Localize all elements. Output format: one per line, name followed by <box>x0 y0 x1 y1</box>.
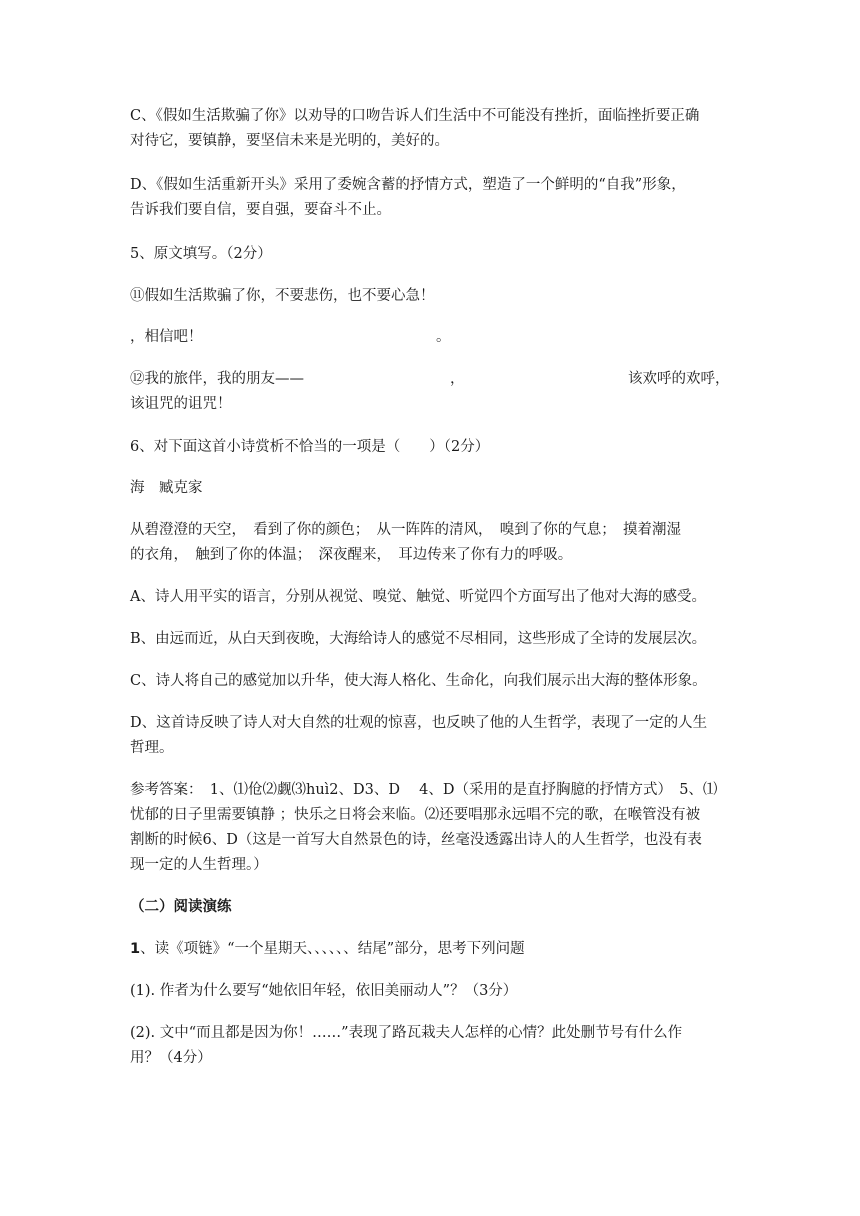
fill-blank-1-continued: ，相信吧！ <box>130 329 203 345</box>
sub-question-1: (1). 作者为什么要写“她依旧年轻，依旧美丽动人”？（3分） <box>130 983 518 999</box>
poem-line-2: 的衣角， 触到了你的体温； 深夜醒来， 耳边传来了你有力的呼吸。 <box>130 547 573 563</box>
section-heading: （二）阅读演练 <box>130 899 232 915</box>
fill-blank-1: ⑪假如生活欺骗了你，不要悲伤，也不要心急！ <box>130 288 435 304</box>
answer-line-2: 忧郁的日子里需要镇静 ；快乐之日将会来临。⑵还要唱那永远唱不完的歌，在喉管没有被 <box>130 807 701 823</box>
reading-question-number: 1 <box>130 941 141 957</box>
reading-question-text: 、读《项链》“一个星期天、、、、、、结尾”部分，思考下列问题 <box>140 941 525 957</box>
question-6: 6、对下面这首小诗赏析不恰当的一项是（ ）（2分） <box>130 439 490 455</box>
option-d-line-2: 哲理。 <box>130 740 174 756</box>
option-d-line-1: D、这首诗反映了诗人对大自然的壮观的惊喜，也反映了他的人生哲学，表现了一定的人生 <box>130 715 708 731</box>
poem-line-1: 从碧澄澄的天空， 看到了你的颜色； 从一阵阵的清风， 嗅到了你的气息； 摸着潮湿 <box>130 522 681 538</box>
fill-blank-2-right: 该欢呼的欢呼， <box>628 371 730 387</box>
fill-blank-2-continued: 该诅咒的诅咒！ <box>130 396 232 412</box>
question-5: 5、原文填写。（2分） <box>130 246 272 262</box>
poem-title: 海 臧克家 <box>130 480 203 496</box>
option-b: B、由远而近，从白天到夜晚，大海给诗人的感觉不尽相同，这些形成了全诗的发展层次。 <box>130 631 707 647</box>
option-a: A、诗人用平实的语言，分别从视觉、嗅觉、触觉、听觉四个方面写出了他对大海的感受。 <box>130 589 706 605</box>
fill-blank-2-comma: ， <box>450 371 465 387</box>
sub-question-2-line-1: (2). 文中“而且都是因为你！……”表现了路瓦栽夫人怎样的心情？此处删节号有什么作 <box>130 1025 683 1041</box>
reading-question-1 <box>130 936 734 962</box>
option-d-line-1: D、《假如生活重新开头》采用了委婉含蓄的抒情方式，塑造了一个鲜明的“自我”形象， <box>130 177 686 193</box>
option-d-line-2: 告诉我们要自信，要自强，要奋斗不止。 <box>130 202 391 218</box>
option-c: C、诗人将自己的感觉加以升华，使大海人格化、生命化，向我们展示出大海的整体形象。 <box>130 673 707 689</box>
answer-line-1: 参考答案： 1、⑴伧⑵觑⑶huì2、D3、D 4、D（采用的是直抒胸臆的抒情方式） 5、⑴ <box>130 782 718 798</box>
sub-question-2-line-2: 用？（4分） <box>130 1050 212 1066</box>
option-c-line-1: C、《假如生活欺骗了你》以劝导的口吻告诉人们生活中不可能没有挫折，面临挫折要正确 <box>130 108 700 124</box>
fill-blank-2: ⑫我的旅伴，我的朋友—— <box>130 371 304 387</box>
fill-blank-1-end: 。 <box>436 329 451 345</box>
option-c-line-2: 对待它，要镇静，要坚信未来是光明的，美好的。 <box>130 133 449 149</box>
answer-line-4: 现一定的人生哲理。） <box>130 857 268 873</box>
answer-line-3: 割断的时候6、D（这是一首写大自然景色的诗，丝毫没透露出诗人的人生哲学，也没有表 <box>130 832 702 848</box>
